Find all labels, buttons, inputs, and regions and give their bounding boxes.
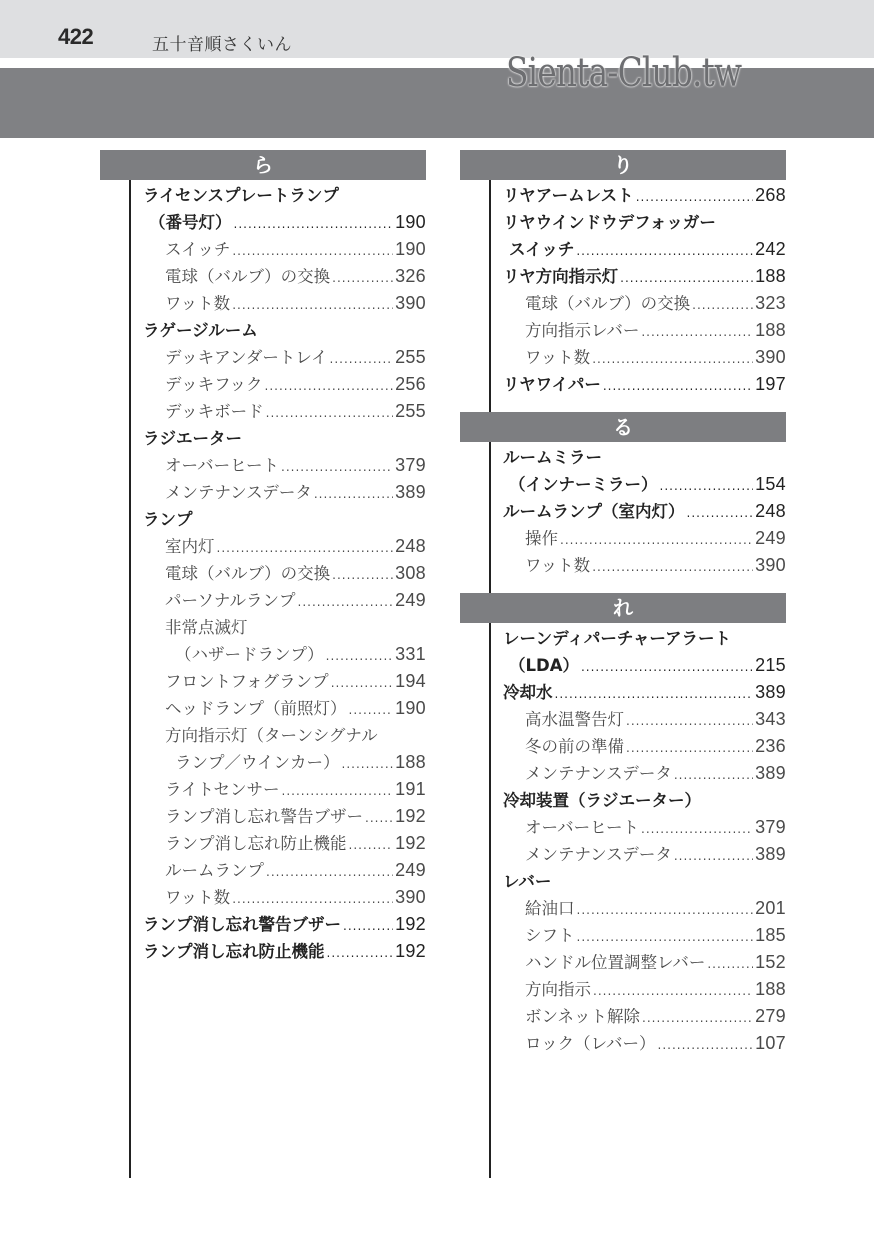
entry-label: 高水温警告灯 (525, 710, 624, 729)
entry-label: ヘッドランプ（前照灯） (165, 699, 347, 718)
leader-dots (603, 373, 753, 400)
entry-label: ロック（レバー） (525, 1034, 656, 1053)
leader-dots (636, 184, 753, 211)
index-entry[interactable] (100, 938, 426, 965)
leader-dots (626, 735, 753, 762)
leader-dots (343, 913, 393, 940)
entry-page-number: 152 (755, 952, 786, 972)
entry-page-number: 190 (395, 698, 426, 718)
entry-label: （番号灯） (149, 213, 232, 232)
index-entry[interactable] (460, 706, 786, 733)
leader-dots (692, 292, 753, 319)
index-entry[interactable] (460, 471, 786, 498)
entry-label: デッキボード (165, 402, 264, 421)
index-entry[interactable] (100, 749, 426, 776)
index-entry[interactable] (100, 911, 426, 938)
index-entry[interactable] (100, 398, 426, 425)
index-entry[interactable] (460, 236, 786, 263)
section-gap (460, 579, 786, 593)
entry-page-number: 255 (395, 347, 426, 367)
entry-page-number: 279 (755, 1006, 786, 1026)
index-section (100, 150, 426, 965)
index-entry[interactable] (460, 1030, 786, 1057)
index-entry[interactable] (100, 587, 426, 614)
index-entry[interactable] (460, 841, 786, 868)
entry-page-number: 390 (755, 555, 786, 575)
entry-page-number: 248 (755, 501, 786, 521)
leader-dots (581, 654, 753, 681)
leader-dots (327, 940, 394, 967)
leader-dots (298, 589, 394, 616)
entry-label: デッキフック (165, 375, 263, 394)
index-entry[interactable] (460, 498, 786, 525)
index-entry[interactable] (100, 425, 426, 452)
entry-list (460, 623, 786, 1057)
watermark: Sienta-Club.tw (506, 50, 742, 96)
leader-dots (577, 924, 754, 951)
entry-label: ルームミラー (503, 448, 602, 467)
entry-page-number: 256 (395, 374, 426, 394)
index-entry[interactable] (100, 803, 426, 830)
index-entry[interactable] (460, 290, 786, 317)
entry-label: リヤ方向指示灯 (503, 267, 619, 286)
entry-label: （インナーミラー） (509, 475, 658, 494)
index-entry[interactable] (460, 182, 786, 209)
leader-dots (217, 535, 394, 562)
leader-dots (365, 805, 393, 832)
index-entry[interactable] (100, 830, 426, 857)
leader-dots (281, 454, 393, 481)
entry-label: 給油口 (525, 899, 575, 918)
index-entry[interactable] (460, 976, 786, 1003)
index-entry[interactable] (460, 895, 786, 922)
leader-dots (658, 1032, 754, 1059)
leader-dots (330, 346, 394, 373)
entry-label: 操作 (525, 529, 558, 548)
entry-page-number: 379 (755, 817, 786, 837)
entry-page-number: 192 (395, 941, 426, 961)
entry-list (100, 180, 426, 965)
entry-label: リヤアームレスト (503, 186, 634, 205)
entry-label: ライセンスプレートランプ (143, 186, 339, 205)
index-entry[interactable] (460, 679, 786, 706)
entry-label: フロントフォグランプ (165, 672, 329, 691)
leader-dots (560, 527, 753, 554)
index-entry[interactable] (460, 552, 786, 579)
entry-label: ランプ／ウインカー） (175, 753, 340, 772)
entry-label: ラゲージルーム (143, 321, 258, 340)
entry-label: 冷却装置（ラジエーター） (503, 791, 701, 810)
index-entry[interactable] (100, 317, 426, 344)
entry-label: ラジエーター (143, 429, 242, 448)
index-entry[interactable] (460, 317, 786, 344)
entry-page-number: 215 (755, 655, 786, 675)
entry-label: 方向指示 (525, 980, 591, 999)
index-entry[interactable] (460, 209, 786, 236)
entry-label: 電球（バルブ）の交換 (165, 267, 331, 286)
index-entry[interactable] (460, 868, 786, 895)
entry-label: 方向指示レバー (525, 321, 640, 340)
entry-page-number: 389 (755, 763, 786, 783)
index-entry[interactable] (460, 760, 786, 787)
entry-label: ワット数 (165, 294, 231, 313)
leader-dots (232, 238, 393, 265)
entry-label: スイッチ (165, 240, 231, 259)
entry-label: デッキアンダートレイ (165, 348, 328, 367)
entry-label: ハンドル位置調整レバー (525, 953, 706, 972)
leader-dots (626, 708, 753, 735)
entry-page-number: 154 (755, 474, 786, 494)
leader-dots (642, 1005, 753, 1032)
entry-label: リヤウインドウデフォッガー (503, 213, 716, 232)
index-entry[interactable] (100, 668, 426, 695)
entry-label: ランプ消し忘れ警告ブザー (143, 915, 341, 934)
entry-page-number: 192 (395, 806, 426, 826)
entry-label: ワット数 (525, 348, 591, 367)
header-band (0, 0, 874, 58)
entry-label: メンテナンスデータ (525, 764, 672, 783)
index-entry[interactable] (100, 776, 426, 803)
entry-page-number: 190 (395, 239, 426, 259)
index-entry[interactable] (100, 452, 426, 479)
index-entry[interactable] (460, 733, 786, 760)
leader-dots (577, 897, 754, 924)
header-dark-band (0, 68, 874, 138)
entry-page-number: 236 (755, 736, 786, 756)
index-column-left (100, 150, 426, 965)
entry-label: シフト (525, 926, 575, 945)
leader-dots (592, 346, 753, 373)
entry-page-number: 192 (395, 914, 426, 934)
index-entry[interactable] (460, 371, 786, 398)
leader-dots (314, 481, 393, 508)
section-header: ら (100, 150, 426, 180)
index-entry[interactable] (100, 236, 426, 263)
index-entry[interactable] (100, 884, 426, 911)
entry-page-number: 390 (755, 347, 786, 367)
index-entry[interactable] (100, 695, 426, 722)
index-entry[interactable] (100, 533, 426, 560)
entry-label: ライトセンサー (165, 780, 280, 799)
entry-label: ランプ消し忘れ防止機能 (143, 942, 325, 961)
entry-page-number: 268 (755, 185, 786, 205)
leader-dots (641, 816, 753, 843)
entry-page-number: 343 (755, 709, 786, 729)
index-entry[interactable] (100, 614, 426, 641)
entry-page-number: 185 (755, 925, 786, 945)
entry-page-number: 188 (755, 320, 786, 340)
entry-list (460, 180, 786, 398)
leader-dots (266, 400, 393, 427)
index-entry[interactable] (460, 787, 786, 814)
entry-label: （ハザードランプ） (175, 645, 324, 664)
entry-label: 方向指示灯（ターンシグナル (165, 726, 378, 745)
entry-page-number: 249 (395, 590, 426, 610)
entry-label: （LDA） (509, 656, 579, 675)
index-entry[interactable] (100, 182, 426, 209)
entry-label: 冬の前の準備 (525, 737, 624, 756)
leader-dots (687, 500, 754, 527)
leader-dots (232, 886, 393, 913)
entry-page-number: 390 (395, 887, 426, 907)
entry-page-number: 255 (395, 401, 426, 421)
entry-page-number: 389 (755, 844, 786, 864)
entry-page-number: 331 (395, 644, 426, 664)
entry-label: ランプ (143, 510, 193, 529)
leader-dots (332, 265, 393, 292)
entry-page-number: 248 (395, 536, 426, 556)
entry-label: オーバーヒート (525, 818, 640, 837)
entry-page-number: 379 (395, 455, 426, 475)
entry-label: ワット数 (165, 888, 231, 907)
index-entry[interactable] (100, 371, 426, 398)
section-header: る (460, 412, 786, 442)
leader-dots (282, 778, 394, 805)
entry-page-number: 389 (395, 482, 426, 502)
leader-dots (620, 265, 753, 292)
index-entry[interactable] (460, 922, 786, 949)
entry-label: ワット数 (525, 556, 591, 575)
index-entry[interactable] (100, 722, 426, 749)
leader-dots (232, 292, 393, 319)
entry-label: ランプ消し忘れ防止機能 (165, 834, 347, 853)
entry-page-number: 323 (755, 293, 786, 313)
index-entry[interactable] (100, 857, 426, 884)
leader-dots (331, 670, 393, 697)
index-entry[interactable] (460, 652, 786, 679)
section-header: り (460, 150, 786, 180)
entry-page-number: 390 (395, 293, 426, 313)
leader-dots (674, 843, 753, 870)
page-title: 五十音順さくいん (152, 35, 292, 55)
leader-dots (342, 751, 394, 778)
entry-page-number: 249 (755, 528, 786, 548)
index-entry[interactable] (100, 641, 426, 668)
leader-dots (332, 562, 393, 589)
index-column-right (460, 150, 786, 1057)
entry-page-number: 107 (755, 1033, 786, 1053)
index-entry[interactable] (100, 479, 426, 506)
entry-page-number: 242 (755, 239, 786, 259)
index-entry[interactable] (460, 625, 786, 652)
page-number: 422 (58, 24, 94, 49)
entry-label: レーンディパーチャーアラート (503, 629, 732, 648)
index-entry[interactable] (100, 209, 426, 236)
index-entry[interactable] (460, 949, 786, 976)
leader-dots (641, 319, 753, 346)
entry-page-number: 389 (755, 682, 786, 702)
entry-page-number: 190 (395, 212, 426, 232)
leader-dots (349, 832, 394, 859)
index-entry[interactable] (460, 444, 786, 471)
section-header: れ (460, 593, 786, 623)
entry-label: メンテナンスデータ (525, 845, 672, 864)
entry-label: ルームランプ（室内灯） (503, 502, 685, 521)
entry-page-number: 249 (395, 860, 426, 880)
entry-label: ボンネット解除 (525, 1007, 641, 1026)
index-entry[interactable] (460, 814, 786, 841)
leader-dots (576, 238, 753, 265)
entry-page-number: 188 (395, 752, 426, 772)
leader-dots (349, 697, 394, 724)
leader-dots (593, 978, 753, 1005)
entry-page-number: 197 (755, 374, 786, 394)
entry-label: オーバーヒート (165, 456, 280, 475)
leader-dots (660, 473, 754, 500)
index-entry[interactable] (460, 1003, 786, 1030)
entry-page-number: 308 (395, 563, 426, 583)
leader-dots (326, 643, 393, 670)
section-gap (460, 398, 786, 412)
entry-label: 非常点滅灯 (165, 618, 248, 637)
entry-page-number: 191 (395, 779, 426, 799)
entry-page-number: 188 (755, 266, 786, 286)
index-entry[interactable] (100, 290, 426, 317)
entry-label: 電球（バルブ）の交換 (525, 294, 691, 313)
index-entry[interactable] (460, 263, 786, 290)
entry-page-number: 192 (395, 833, 426, 853)
entry-page-number: 188 (755, 979, 786, 999)
leader-dots (234, 211, 394, 238)
leader-dots (555, 681, 754, 708)
index-section (460, 150, 786, 398)
index-section (460, 412, 786, 579)
entry-label: パーソナルランプ (165, 591, 296, 610)
entry-label: スイッチ (509, 240, 575, 259)
entry-label: 室内灯 (165, 537, 215, 556)
entry-label: レバー (503, 872, 552, 891)
entry-page-number: 326 (395, 266, 426, 286)
entry-page-number: 201 (755, 898, 786, 918)
entry-label: メンテナンスデータ (165, 483, 312, 502)
leader-dots (674, 762, 753, 789)
index-section (460, 593, 786, 1057)
leader-dots (265, 373, 394, 400)
index-entry[interactable] (460, 344, 786, 371)
entry-label: リヤワイパー (503, 375, 601, 394)
entry-label: 冷却水 (503, 683, 553, 702)
entry-label: ランプ消し忘れ警告ブザー (165, 807, 363, 826)
entry-page-number: 194 (395, 671, 426, 691)
index-entry[interactable] (100, 560, 426, 587)
leader-dots (707, 951, 753, 978)
leader-dots (266, 859, 393, 886)
entry-label: ルームランプ (165, 861, 264, 880)
index-entry[interactable] (100, 506, 426, 533)
entry-label: 電球（バルブ）の交換 (165, 564, 331, 583)
index-entry[interactable] (100, 263, 426, 290)
leader-dots (592, 554, 753, 581)
index-entry[interactable] (100, 344, 426, 371)
entry-list (460, 442, 786, 579)
index-entry[interactable] (460, 525, 786, 552)
